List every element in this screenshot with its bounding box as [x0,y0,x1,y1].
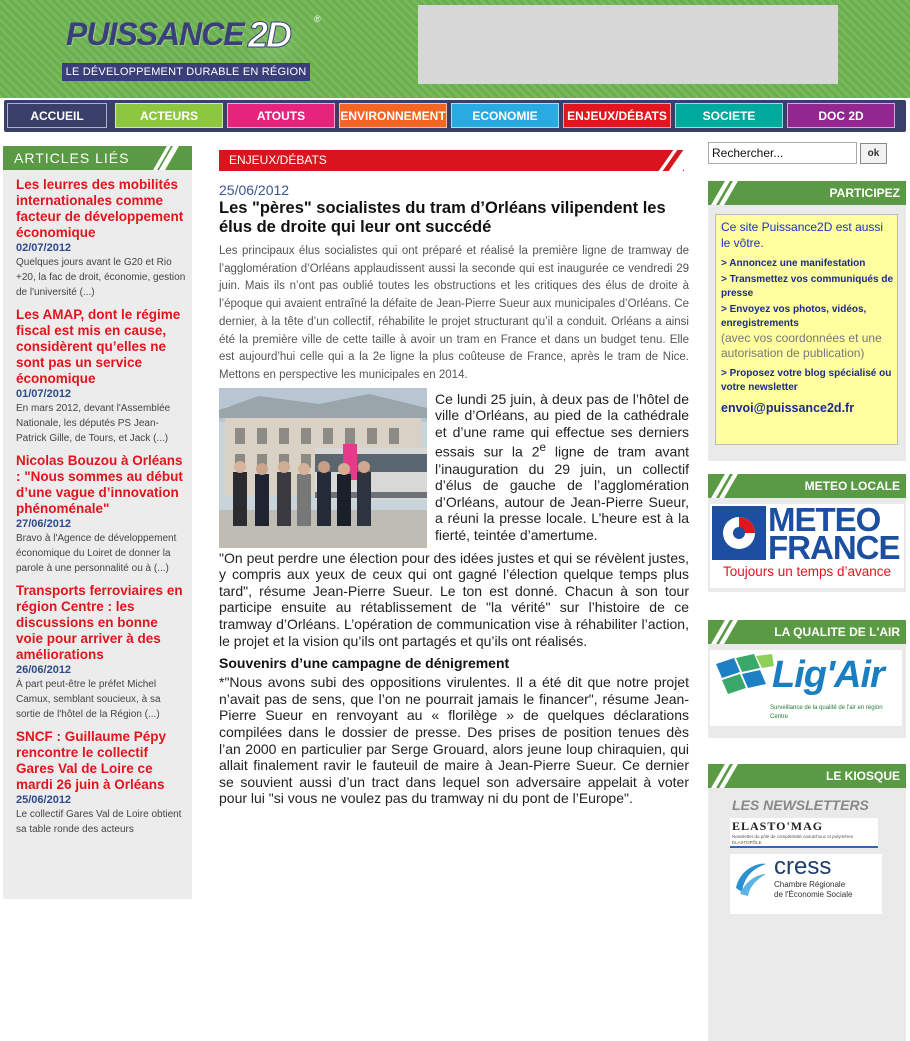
related-article-date: 02/07/2012 [16,242,72,254]
logo-tagline: LE DÉVELOPPEMENT DURABLE EN RÉGION [62,63,310,81]
nav-environnement[interactable]: ENVIRONNEMENT [339,103,447,128]
related-article-title[interactable]: SNCF : Guillaume Pépy rencontre le collectif Gares Val de Loire ce mardi 26 juin à Orléans [16,729,167,792]
related-article [3,177,192,300]
related-article [3,729,192,837]
related-article-summary: Bravo à l'Agence de développement économique du Loiret de donner la parole à une personnalité ou à (...) [16,533,177,574]
ordinal-suffix: e [539,441,546,455]
related-article-title[interactable]: Les AMAP, dont le régime fiscal est mis en cause, considèrent qu’elles ne sont pas un service économique [16,307,181,386]
participez-link-blog[interactable] [721,367,893,395]
elastomag-subtitle: Newsletter du pôle de compétitivité caoutchouc et polymères ELASTOPÔLE [732,834,854,845]
nav-economie[interactable]: ECONOMIE [451,103,559,128]
meteo-logo-line2: FRANCE [768,529,900,566]
meteo-france-logo[interactable] [710,501,904,588]
cress-swoosh-icon [732,858,768,898]
ad-banner-placeholder [418,5,838,84]
kiosque-box [708,764,906,1041]
chevron-right-icon: > [721,304,730,315]
article [219,150,689,807]
nav-societe[interactable]: SOCIETE [675,103,783,128]
related-article-title[interactable]: Les leurres des mobilités internationales comme facteur de développement économique [16,177,184,240]
participez-body [715,214,898,445]
article-subheading: Souvenirs d’une campagne de dénigrement [219,655,510,672]
site-header [0,0,910,98]
elastomag-title: ELASTO'MAG [732,819,824,833]
nav-accueil[interactable]: ACCUEIL [7,103,107,128]
search-submit-button[interactable]: ok [860,143,887,164]
participez-link-press[interactable] [721,273,893,301]
air-quality-heading: LA QUALITE DE L'AIR [708,620,906,644]
newsletters-heading: LES NEWSLETTERS [732,797,869,813]
meteo-logo-line1: METEO [768,501,881,538]
related-article-title[interactable]: Nicolas Bouzou à Orléans : "Nous sommes au début d’une vague d’innovation phénoménale" [16,453,183,516]
site-logo[interactable] [62,14,332,84]
kiosque-heading: LE KIOSQUE [708,764,906,788]
nav-acteurs[interactable]: ACTEURS [115,103,223,128]
article-paragraph-part: ligne de tram avant l’inauguration du 29 juin, un collectif d’élus de gauche de l’agglomération d’Orléans, autour de Jean-Pierre Sueur, a réuni la presse locale. L’heure est à la fierté, teintée d’amertume. [435,444,689,544]
chevron-right-icon: > [721,258,730,269]
meteo-heading: METEO LOCALE [708,474,906,498]
ligair-logo[interactable] [710,650,902,726]
related-article-summary: En mars 2012, devant l'Assemblée Nationale, les députés PS Jean-Patrick Gille, de Tours, et Jack (...) [16,403,171,444]
search-input[interactable] [708,142,857,164]
main-nav [4,100,906,132]
cress-subtitle-2: de l'Économie Sociale [774,890,853,899]
article-photo[interactable] [219,388,427,548]
participez-link-label: Proposez votre blog spécialisé ou votre newsletter [721,368,892,393]
related-article-date: 01/07/2012 [16,388,72,400]
related-article-summary: Quelques jours avant le G20 et Rio +20, la fac de droit, économie, gestion de l'université (...) [16,257,186,298]
ligair-logo-text: Lig'Air [772,654,884,696]
chevron-right-icon: > [721,368,730,379]
ligair-subtitle: Surveillance de la qualité de l'air en région Centre [770,705,883,720]
related-article-summary: Le collectif Gares Val de Loire obtient sa table ronde des acteurs [16,809,182,835]
ligair-tiles-icon [712,654,774,702]
cress-banner[interactable] [730,854,882,914]
nav-doc-2d[interactable]: DOC 2D [787,103,895,128]
participez-box [708,181,906,461]
nav-enjeux-debats[interactable]: ENJEUX/DÉBATS [563,103,671,128]
air-quality-box [708,620,906,738]
related-article-date: 25/06/2012 [16,794,72,806]
participez-link-event[interactable] [721,257,893,271]
article-lead: Les principaux élus socialistes qui ont préparé et réalisé la première ligne de tramway de l’agglomération d’Orléans applaudissent aussi la seconde qui est inaugurée ce vendredi 29 juin. Mais ils n’ont pas oublié toutes les obstructions et les critiques des élus de droite à l’époque qui avaient entraîné la défaite de Jean-Pierre Sueur aux municipales d’Orléans. Ce dernier, à la tête d’un collectif, réhabilite le projet structurant qu’il a conduit. Orléans a ainsi été la première ville de cette taille à avoir un tram en France et dans un budget tenu. Elle est aujourd’hui celle qui a la 2e ligne la plus coûteuse de France, après le tram de Nice. Mettons en perspective les municipales en 2014. [219,245,689,381]
related-article-date: 27/06/2012 [16,518,72,530]
logo-2d-mark: 2D [248,14,291,55]
participez-intro: Ce site Puissance2D est aussi le vôtre. [721,220,884,250]
participez-link-label: Envoyez vos photos, vidéos, enregistrements [721,304,867,329]
tram-photo-illustration [219,388,427,548]
meteo-slogan: Toujours un temps d’avance [722,564,892,579]
participez-link-label: Transmettez vos communiqués de presse [721,274,894,299]
cress-logo-text: cress [774,853,832,880]
related-articles-heading: ARTICLES LIÉS [3,146,192,170]
meteo-globe-icon [712,506,766,560]
chevron-right-icon: > [721,274,730,285]
related-article [3,307,192,446]
participez-heading: PARTICIPEZ [708,181,906,205]
related-articles-sidebar [3,146,192,899]
article-paragraph: *"Nous avons subi des oppositions virulentes. Il a été dit que notre projet n’avait pas de sens, que l’on ne pourrait jamais le financer", résume Jean-Pierre Sueur en renvoyant au « florilège » de quelques déclarations compilées dans le dossier de presse. Des prises de position tenues dès l’an 2000 en particulier par Serge Grouard, alors jeune loup chiraquien, qui allait finalement ravir le fauteuil de maire à Jean-Pierre Sueur. Ce dernier se souvient aussi d’un tract dans lequel son adversaire appelait à voter pour lui "si vous ne voulez pas du tramway ni du pont de l’Europe". [219,674,689,807]
article-date: 25/06/2012 [219,182,290,198]
related-article [3,453,192,576]
meteo-box [708,474,906,592]
related-article-summary: À part peut-être le préfet Michel Camux, semblant soucieux, à sa sortie de l'hôtel de la Région (...) [16,679,161,720]
article-title: Les "pères" socialistes du tram d’Orléans vilipendent les élus de droite qui leur ont succédé [219,199,666,236]
elastomag-banner[interactable] [730,818,878,848]
article-paragraph-part: Ce lundi 25 juin, à deux pas de l’hôtel de ville d’Orléans, au pied de la cathédrale et d’une rame qui effectue ses derniers essais sur la 2 [435,390,689,461]
participez-note: (avec vos coordonnées et une autorisation de publication) [721,331,882,360]
related-article-date: 26/06/2012 [16,664,72,676]
related-article-title[interactable]: Transports ferroviaires en région Centre : les discussions en bonne voie pour arriver à des améliorations [16,583,183,662]
participez-email-link[interactable]: envoi@puissance2d.fr [721,401,855,415]
logo-wordmark: PUISSANCE [66,16,244,52]
cress-subtitle-1: Chambre Régionale [774,880,846,889]
participez-link-label: Annoncez une manifestation [729,258,866,269]
section-heading: ENJEUX/DÉBATS [219,150,684,171]
related-article [3,583,192,722]
participez-link-media[interactable] [721,303,893,331]
article-paragraph: "On peut perdre une élection pour des idées justes et qui se révèlent justes, y compris aux yeux de ceux qui ont gagné l’élection quelque temps plus tard", résume Jean-Pierre Sueur. Le ton est donné. Chacun à son tour participe ensuite au rétablissement de "la vérité" sur l’histoire de ce tramway d’Orléans. L’opération de communication vise à réhabiliter l’action, le projet et la vision qu’ils ont partagés et qu’ils ont réalisés. [219,549,689,649]
logo-registered-mark: ® [314,14,321,24]
nav-atouts[interactable]: ATOUTS [227,103,335,128]
